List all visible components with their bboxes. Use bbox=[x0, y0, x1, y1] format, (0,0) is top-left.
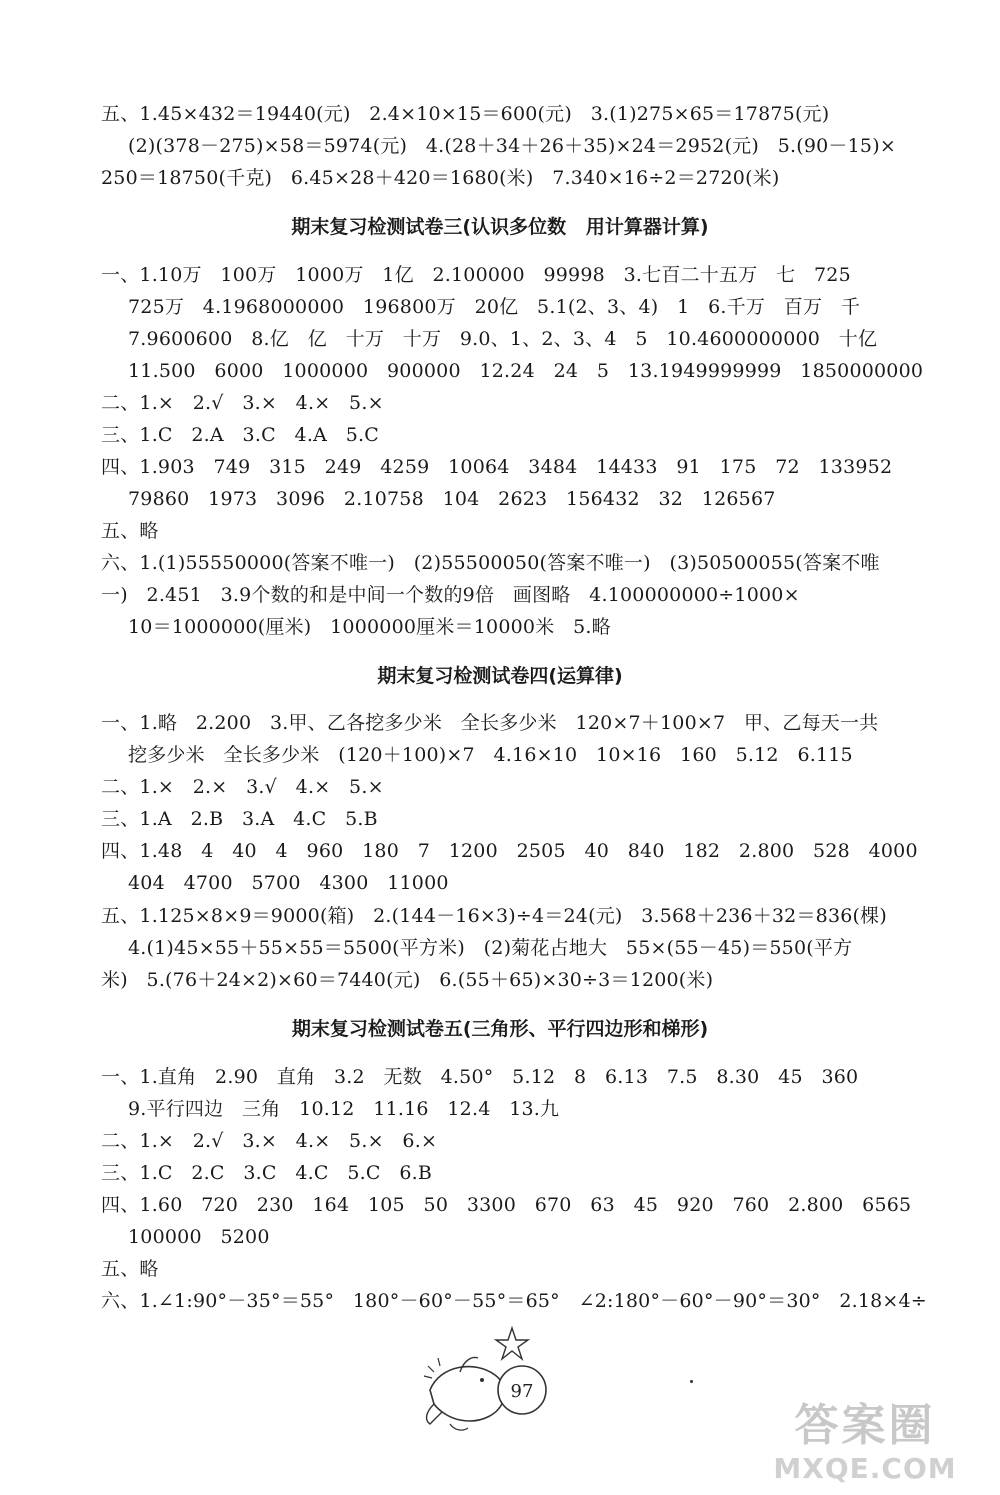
answer-line: 11.500 6000 1000000 900000 12.24 24 5 13.1949999999 1850000000 bbox=[128, 360, 924, 382]
watermark-logo-text: 答案圈 bbox=[794, 1400, 936, 1451]
answer-line: 一、1.10万 100万 1000万 1亿 2.100000 99998 3.七百二十五万 七 725 bbox=[101, 264, 851, 286]
answer-line: 三、1.A 2.B 3.A 4.C 5.B bbox=[101, 808, 378, 830]
answer-line: 9.平行四边 三角 10.12 11.16 12.4 13.九 bbox=[128, 1098, 560, 1120]
answer-line: 二、1.× 2.√ 3.× 4.× 5.× bbox=[101, 392, 384, 414]
answer-line: 404 4700 5700 4300 11000 bbox=[128, 872, 449, 894]
answer-line: 米) 5.(76＋24×2)×60＝7440(元) 6.(55＋65)×30÷3＝1200(米) bbox=[101, 969, 714, 991]
answer-line: 一、1.直角 2.90 直角 3.2 无数 4.50° 5.12 8 6.13 7.5 8.30 45 360 bbox=[101, 1066, 859, 1088]
answer-line: 六、1.∠1:90°－35°＝55° 180°－60°－55°＝65° ∠2:180°－60°－90°＝30° 2.18×4÷ bbox=[101, 1290, 927, 1312]
watermark-url: MXQE.COM bbox=[773, 1452, 957, 1485]
answer-line: 三、1.C 2.A 3.C 4.A 5.C bbox=[101, 424, 379, 446]
answer-line: 三、1.C 2.C 3.C 4.C 5.C 6.B bbox=[101, 1162, 433, 1184]
answer-line: 7.9600600 8.亿 亿 十万 十万 9.0、1、2、3、4 5 10.4600000000 十亿 bbox=[128, 328, 878, 350]
answer-line: 100000 5200 bbox=[128, 1226, 270, 1248]
answer-line: 四、1.903 749 315 249 4259 10064 3484 14433 91 175 72 133952 bbox=[101, 456, 893, 478]
answer-line: 挖多少米 全长多少米 (120＋100)×7 4.16×10 10×16 160 5.12 6.115 bbox=[128, 744, 853, 766]
section-heading: 期末复习检测试卷五(三角形、平行四边形和梯形) bbox=[291, 1018, 709, 1040]
answer-line: 六、1.(1)55550000(答案不唯一) (2)55500050(答案不唯一) (3)50500055(答案不唯 bbox=[101, 552, 880, 574]
speck bbox=[690, 1380, 693, 1383]
answer-line: 725万 4.1968000000 196800万 20亿 5.1(2、3、4) 1 6.千万 百万 千 bbox=[128, 296, 861, 318]
watermark bbox=[740, 1400, 990, 1490]
answer-line: 10＝1000000(厘米) 1000000厘米＝10000米 5.略 bbox=[128, 616, 611, 638]
page-number-badge bbox=[420, 1320, 570, 1440]
answer-line: 五、略 bbox=[101, 1258, 159, 1280]
section-heading: 期末复习检测试卷四(运算律) bbox=[377, 665, 623, 687]
answer-line: (2)(378－275)×58＝5974(元) 4.(28＋34＋26＋35)×24＝2952(元) 5.(90－15)× bbox=[128, 135, 896, 157]
answer-line: 一、1.略 2.200 3.甲、乙各挖多少米 全长多少米 120×7＋100×7 甲、乙每天一共 bbox=[101, 712, 879, 734]
answer-line: 五、略 bbox=[101, 520, 159, 542]
section-heading: 期末复习检测试卷三(认识多位数 用计算器计算) bbox=[291, 216, 709, 238]
page-number: 97 bbox=[510, 1381, 534, 1402]
answer-line: 四、1.60 720 230 164 105 50 3300 670 63 45 920 760 2.800 6565 bbox=[101, 1194, 912, 1216]
answer-line: 五、1.45×432＝19440(元) 2.4×10×15＝600(元) 3.(1)275×65＝17875(元) bbox=[101, 103, 830, 125]
answer-line: 一) 2.451 3.9个数的和是中间一个数的9倍 画图略 4.100000000÷1000× bbox=[101, 584, 800, 606]
answer-line: 250＝18750(千克) 6.45×28＋420＝1680(米) 7.340×16÷2＝2720(米) bbox=[101, 167, 780, 189]
dolphin-illustration-icon bbox=[420, 1320, 570, 1440]
answer-line: 二、1.× 2.√ 3.× 4.× 5.× 6.× bbox=[101, 1130, 438, 1152]
answer-line: 五、1.125×8×9＝9000(箱) 2.(144－16×3)÷4＝24(元) 3.568＋236＋32＝836(棵) bbox=[101, 905, 887, 927]
answer-line: 四、1.48 4 40 4 960 180 7 1200 2505 40 840 182 2.800 528 4000 bbox=[101, 840, 918, 862]
answer-line: 79860 1973 3096 2.10758 104 2623 156432 32 126567 bbox=[128, 488, 776, 510]
answer-line: 二、1.× 2.× 3.√ 4.× 5.× bbox=[101, 776, 384, 798]
answer-line: 4.(1)45×55＋55×55＝5500(平方米) (2)菊花占地大 55×(55－45)＝550(平方 bbox=[128, 937, 853, 959]
